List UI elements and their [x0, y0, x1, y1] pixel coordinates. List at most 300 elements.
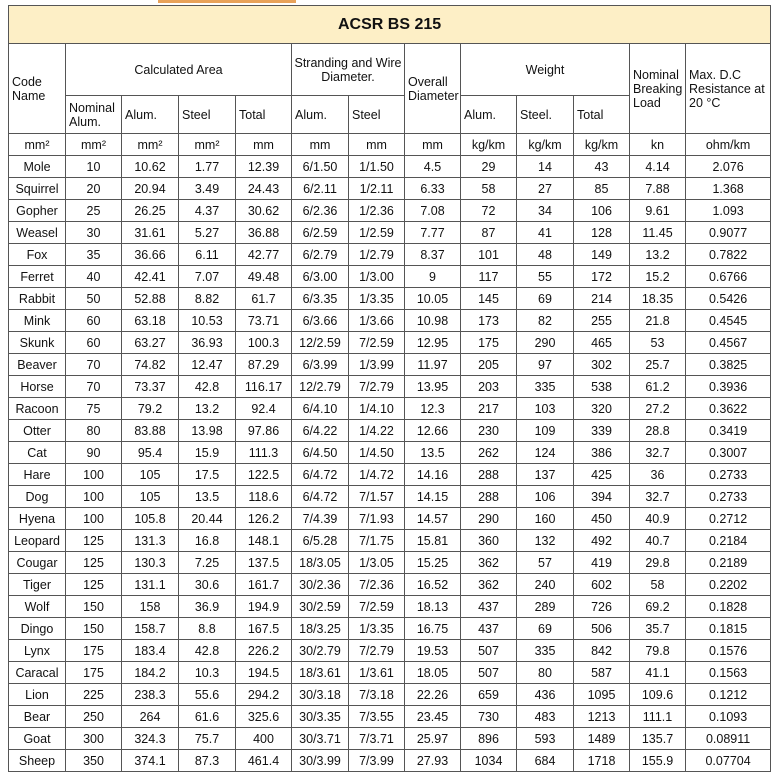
table-cell: 42.41 — [122, 266, 179, 288]
table-cell: 300 — [66, 728, 122, 750]
table-cell: 205 — [461, 354, 517, 376]
table-cell: 53 — [630, 332, 686, 354]
table-cell: 13.5 — [179, 486, 236, 508]
table-cell: 12.47 — [179, 354, 236, 376]
table-cell: 726 — [574, 596, 630, 618]
table-cell: 40.9 — [630, 508, 686, 530]
table-cell: 7/1.75 — [349, 530, 405, 552]
table-cell: 6/4.72 — [292, 464, 349, 486]
table-cell: 194.5 — [236, 662, 292, 684]
table-cell: 16.52 — [405, 574, 461, 596]
table-cell: 302 — [574, 354, 630, 376]
table-cell: 6/2.36 — [292, 200, 349, 222]
header-area-alum: Alum. — [122, 96, 179, 134]
table-cell: 400 — [236, 728, 292, 750]
table-cell: 0.1576 — [686, 640, 771, 662]
table-cell: 10.53 — [179, 310, 236, 332]
code-name-cell: Rabbit — [9, 288, 66, 310]
header-weight-alum: Alum. — [461, 96, 517, 134]
table-cell: 6/4.10 — [292, 398, 349, 420]
unit-cell: mm — [236, 134, 292, 156]
table-row — [9, 596, 771, 618]
table-cell: 36.93 — [179, 332, 236, 354]
table-cell: 30/3.99 — [292, 750, 349, 772]
table-cell: 264 — [122, 706, 179, 728]
table-cell: 145 — [461, 288, 517, 310]
table-cell: 160 — [517, 508, 574, 530]
table-cell: 437 — [461, 618, 517, 640]
table-cell: 83.88 — [122, 420, 179, 442]
table-cell: 289 — [517, 596, 574, 618]
table-cell: 61.2 — [630, 376, 686, 398]
table-cell: 75.7 — [179, 728, 236, 750]
unit-cell: kn — [630, 134, 686, 156]
header-area-steel: Steel — [179, 96, 236, 134]
table-row — [9, 310, 771, 332]
header-strand-steel: Steel — [349, 96, 405, 134]
table-cell: 17.5 — [179, 464, 236, 486]
table-cell: 97 — [517, 354, 574, 376]
table-cell: 60 — [66, 310, 122, 332]
table-cell: 0.5426 — [686, 288, 771, 310]
code-name-cell: Wolf — [9, 596, 66, 618]
code-name-cell: Cat — [9, 442, 66, 464]
table-cell: 7.07 — [179, 266, 236, 288]
table-cell: 12/2.79 — [292, 376, 349, 398]
table-cell: 262 — [461, 442, 517, 464]
table-cell: 1/3.35 — [349, 288, 405, 310]
unit-cell: mm — [349, 134, 405, 156]
table-cell: 15.81 — [405, 530, 461, 552]
code-name-cell: Skunk — [9, 332, 66, 354]
table-cell: 72 — [461, 200, 517, 222]
table-cell: 7/3.18 — [349, 684, 405, 706]
table-cell: 58 — [461, 178, 517, 200]
table-cell: 111.3 — [236, 442, 292, 464]
table-cell: 13.2 — [630, 244, 686, 266]
table-cell: 175 — [66, 640, 122, 662]
table-cell: 4.14 — [630, 156, 686, 178]
table-cell: 0.2189 — [686, 552, 771, 574]
table-cell: 14.15 — [405, 486, 461, 508]
acsr-table — [8, 5, 771, 772]
table-cell: 117 — [461, 266, 517, 288]
code-name-cell: Sheep — [9, 750, 66, 772]
table-cell: 1489 — [574, 728, 630, 750]
table-cell: 203 — [461, 376, 517, 398]
header-nominal-alum: Nominal Alum. — [66, 96, 122, 134]
table-cell: 40 — [66, 266, 122, 288]
table-row — [9, 728, 771, 750]
table-cell: 126.2 — [236, 508, 292, 530]
top-accent-bar — [158, 0, 296, 3]
table-cell: 148.1 — [236, 530, 292, 552]
table-cell: 125 — [66, 574, 122, 596]
table-cell: 6.33 — [405, 178, 461, 200]
table-cell: 0.3622 — [686, 398, 771, 420]
table-row — [9, 376, 771, 398]
table-cell: 18.05 — [405, 662, 461, 684]
table-row — [9, 288, 771, 310]
table-cell: 7/2.79 — [349, 376, 405, 398]
table-cell: 465 — [574, 332, 630, 354]
unit-cell: mm — [405, 134, 461, 156]
table-cell: 35.7 — [630, 618, 686, 640]
table-cell: 27 — [517, 178, 574, 200]
table-cell: 20.94 — [122, 178, 179, 200]
table-cell: 255 — [574, 310, 630, 332]
table-cell: 30/2.59 — [292, 596, 349, 618]
table-cell: 587 — [574, 662, 630, 684]
table-cell: 109.6 — [630, 684, 686, 706]
table-cell: 10 — [66, 156, 122, 178]
table-cell: 105 — [122, 464, 179, 486]
table-cell: 6/2.11 — [292, 178, 349, 200]
table-cell: 6/3.35 — [292, 288, 349, 310]
table-cell: 507 — [461, 640, 517, 662]
table-cell: 30 — [66, 222, 122, 244]
table-cell: 131.1 — [122, 574, 179, 596]
table-cell: 9 — [405, 266, 461, 288]
table-cell: 0.2712 — [686, 508, 771, 530]
table-cell: 42.77 — [236, 244, 292, 266]
table-cell: 101 — [461, 244, 517, 266]
table-cell: 167.5 — [236, 618, 292, 640]
table-cell: 1/3.61 — [349, 662, 405, 684]
code-name-cell: Hare — [9, 464, 66, 486]
table-cell: 18/3.25 — [292, 618, 349, 640]
table-cell: 158 — [122, 596, 179, 618]
table-cell: 41 — [517, 222, 574, 244]
header-weight: Weight — [461, 44, 630, 96]
table-cell: 50 — [66, 288, 122, 310]
table-cell: 7.25 — [179, 552, 236, 574]
table-cell: 10.62 — [122, 156, 179, 178]
units-row — [9, 134, 771, 156]
table-cell: 30.62 — [236, 200, 292, 222]
table-cell: 1/3.35 — [349, 618, 405, 640]
table-cell: 12.39 — [236, 156, 292, 178]
table-cell: 7/1.57 — [349, 486, 405, 508]
table-cell: 61.6 — [179, 706, 236, 728]
table-cell: 172 — [574, 266, 630, 288]
code-name-cell: Beaver — [9, 354, 66, 376]
table-cell: 6/3.66 — [292, 310, 349, 332]
header-calculated-area: Calculated Area — [66, 44, 292, 96]
table-cell: 214 — [574, 288, 630, 310]
table-cell: 18/3.05 — [292, 552, 349, 574]
header-code-name: Code Name — [9, 44, 66, 134]
table-cell: 100 — [66, 508, 122, 530]
table-cell: 183.4 — [122, 640, 179, 662]
table-row — [9, 354, 771, 376]
table-cell: 461.4 — [236, 750, 292, 772]
table-cell: 29 — [461, 156, 517, 178]
unit-cell: mm² — [66, 134, 122, 156]
table-row — [9, 706, 771, 728]
table-cell: 1/3.00 — [349, 266, 405, 288]
table-cell: 0.1093 — [686, 706, 771, 728]
table-cell: 55 — [517, 266, 574, 288]
table-cell: 6/5.28 — [292, 530, 349, 552]
table-cell: 4.5 — [405, 156, 461, 178]
table-cell: 128 — [574, 222, 630, 244]
table-cell: 106 — [517, 486, 574, 508]
table-cell: 70 — [66, 354, 122, 376]
table-cell: 28.8 — [630, 420, 686, 442]
table-row — [9, 178, 771, 200]
table-cell: 35 — [66, 244, 122, 266]
table-row — [9, 662, 771, 684]
table-cell: 483 — [517, 706, 574, 728]
code-name-cell: Weasel — [9, 222, 66, 244]
table-cell: 97.86 — [236, 420, 292, 442]
table-cell: 6.11 — [179, 244, 236, 266]
table-cell: 1/4.72 — [349, 464, 405, 486]
table-cell: 6/4.22 — [292, 420, 349, 442]
table-cell: 335 — [517, 376, 574, 398]
table-cell: 92.4 — [236, 398, 292, 420]
table-cell: 288 — [461, 464, 517, 486]
table-cell: 1.368 — [686, 178, 771, 200]
table-cell: 135.7 — [630, 728, 686, 750]
table-cell: 100.3 — [236, 332, 292, 354]
table-cell: 6/4.50 — [292, 442, 349, 464]
table-cell: 659 — [461, 684, 517, 706]
code-name-cell: Dingo — [9, 618, 66, 640]
table-cell: 26.25 — [122, 200, 179, 222]
table-cell: 0.4567 — [686, 332, 771, 354]
table-cell: 226.2 — [236, 640, 292, 662]
table-cell: 0.3007 — [686, 442, 771, 464]
table-cell: 240 — [517, 574, 574, 596]
table-cell: 20.44 — [179, 508, 236, 530]
table-cell: 130.3 — [122, 552, 179, 574]
table-cell: 61.7 — [236, 288, 292, 310]
table-cell: 137 — [517, 464, 574, 486]
table-cell: 184.2 — [122, 662, 179, 684]
table-cell: 69 — [517, 618, 574, 640]
header-strand-alum: Alum. — [292, 96, 349, 134]
table-cell: 5.27 — [179, 222, 236, 244]
table-cell: 374.1 — [122, 750, 179, 772]
table-row — [9, 508, 771, 530]
table-cell: 75 — [66, 398, 122, 420]
table-cell: 350 — [66, 750, 122, 772]
code-name-cell: Otter — [9, 420, 66, 442]
table-cell: 82 — [517, 310, 574, 332]
table-cell: 6/3.99 — [292, 354, 349, 376]
table-row — [9, 750, 771, 772]
table-cell: 70 — [66, 376, 122, 398]
code-name-cell: Lion — [9, 684, 66, 706]
table-cell: 1/1.50 — [349, 156, 405, 178]
table-row — [9, 222, 771, 244]
table-cell: 7/1.93 — [349, 508, 405, 530]
unit-cell: mm — [292, 134, 349, 156]
table-cell: 106 — [574, 200, 630, 222]
table-cell: 7/2.59 — [349, 596, 405, 618]
table-cell: 111.1 — [630, 706, 686, 728]
table-cell: 250 — [66, 706, 122, 728]
table-row — [9, 398, 771, 420]
table-cell: 290 — [461, 508, 517, 530]
table-cell: 225 — [66, 684, 122, 706]
table-cell: 31.61 — [122, 222, 179, 244]
table-row — [9, 684, 771, 706]
table-cell: 507 — [461, 662, 517, 684]
table-cell: 79.8 — [630, 640, 686, 662]
table-cell: 1/3.66 — [349, 310, 405, 332]
header-area-total: Total — [236, 96, 292, 134]
table-cell: 0.08911 — [686, 728, 771, 750]
table-cell: 0.07704 — [686, 750, 771, 772]
table-cell: 11.45 — [630, 222, 686, 244]
table-row — [9, 486, 771, 508]
table-cell: 436 — [517, 684, 574, 706]
table-cell: 6/4.72 — [292, 486, 349, 508]
table-cell: 137.5 — [236, 552, 292, 574]
table-cell: 194.9 — [236, 596, 292, 618]
code-name-cell: Tiger — [9, 574, 66, 596]
table-cell: 7/3.99 — [349, 750, 405, 772]
table-cell: 437 — [461, 596, 517, 618]
table-cell: 122.5 — [236, 464, 292, 486]
table-cell: 7/4.39 — [292, 508, 349, 530]
unit-cell: kg/km — [461, 134, 517, 156]
table-cell: 230 — [461, 420, 517, 442]
table-cell: 87.29 — [236, 354, 292, 376]
table-cell: 1/3.05 — [349, 552, 405, 574]
code-name-cell: Goat — [9, 728, 66, 750]
table-cell: 29.8 — [630, 552, 686, 574]
table-cell: 3.49 — [179, 178, 236, 200]
code-name-cell: Ferret — [9, 266, 66, 288]
table-cell: 386 — [574, 442, 630, 464]
table-cell: 150 — [66, 596, 122, 618]
table-cell: 63.27 — [122, 332, 179, 354]
table-cell: 2.076 — [686, 156, 771, 178]
table-cell: 131.3 — [122, 530, 179, 552]
table-cell: 73.71 — [236, 310, 292, 332]
table-row — [9, 618, 771, 640]
table-cell: 43 — [574, 156, 630, 178]
table-cell: 538 — [574, 376, 630, 398]
table-cell: 10.3 — [179, 662, 236, 684]
table-cell: 324.3 — [122, 728, 179, 750]
table-cell: 109 — [517, 420, 574, 442]
table-cell: 0.1212 — [686, 684, 771, 706]
table-cell: 7/2.59 — [349, 332, 405, 354]
unit-cell: mm² — [122, 134, 179, 156]
table-cell: 6/2.79 — [292, 244, 349, 266]
table-cell: 42.8 — [179, 376, 236, 398]
table-cell: 12.3 — [405, 398, 461, 420]
header-resistance: Max. D.C Resistance at 20 °C — [686, 44, 771, 134]
table-cell: 125 — [66, 552, 122, 574]
code-name-cell: Mink — [9, 310, 66, 332]
table-cell: 40.7 — [630, 530, 686, 552]
table-cell: 0.2202 — [686, 574, 771, 596]
table-cell: 80 — [517, 662, 574, 684]
table-cell: 7.88 — [630, 178, 686, 200]
table-cell: 8.37 — [405, 244, 461, 266]
code-name-cell: Gopher — [9, 200, 66, 222]
table-cell: 57 — [517, 552, 574, 574]
table-cell: 12.95 — [405, 332, 461, 354]
table-cell: 32.7 — [630, 486, 686, 508]
table-cell: 13.2 — [179, 398, 236, 420]
table-cell: 175 — [66, 662, 122, 684]
table-cell: 1095 — [574, 684, 630, 706]
table-cell: 18.35 — [630, 288, 686, 310]
table-cell: 0.3825 — [686, 354, 771, 376]
table-cell: 80 — [66, 420, 122, 442]
table-cell: 22.26 — [405, 684, 461, 706]
table-cell: 842 — [574, 640, 630, 662]
table-cell: 9.61 — [630, 200, 686, 222]
table-cell: 15.2 — [630, 266, 686, 288]
table-cell: 7/3.71 — [349, 728, 405, 750]
table-row — [9, 420, 771, 442]
table-cell: 217 — [461, 398, 517, 420]
unit-cell: ohm/km — [686, 134, 771, 156]
table-cell: 14.57 — [405, 508, 461, 530]
table-cell: 0.7822 — [686, 244, 771, 266]
table-cell: 16.75 — [405, 618, 461, 640]
table-row — [9, 574, 771, 596]
table-cell: 158.7 — [122, 618, 179, 640]
table-cell: 149 — [574, 244, 630, 266]
table-cell: 0.3419 — [686, 420, 771, 442]
header-overall-diameter: Overall Diameter — [405, 44, 461, 134]
table-cell: 30/2.36 — [292, 574, 349, 596]
table-cell: 325.6 — [236, 706, 292, 728]
header-weight-total: Total — [574, 96, 630, 134]
table-cell: 105 — [122, 486, 179, 508]
table-cell: 161.7 — [236, 574, 292, 596]
table-cell: 6/2.59 — [292, 222, 349, 244]
table-cell: 896 — [461, 728, 517, 750]
table-cell: 492 — [574, 530, 630, 552]
table-cell: 0.6766 — [686, 266, 771, 288]
table-cell: 0.1828 — [686, 596, 771, 618]
table-cell: 1/2.59 — [349, 222, 405, 244]
table-cell: 30/2.79 — [292, 640, 349, 662]
table-cell: 7.77 — [405, 222, 461, 244]
table-cell: 41.1 — [630, 662, 686, 684]
unit-cell: mm² — [9, 134, 66, 156]
table-cell: 1/2.11 — [349, 178, 405, 200]
table-cell: 30/3.18 — [292, 684, 349, 706]
unit-cell: mm² — [179, 134, 236, 156]
table-cell: 69.2 — [630, 596, 686, 618]
table-cell: 36.66 — [122, 244, 179, 266]
table-cell: 12/2.59 — [292, 332, 349, 354]
table-row — [9, 464, 771, 486]
table-cell: 79.2 — [122, 398, 179, 420]
table-cell: 362 — [461, 574, 517, 596]
table-cell: 7/2.79 — [349, 640, 405, 662]
table-cell: 1034 — [461, 750, 517, 772]
table-cell: 15.9 — [179, 442, 236, 464]
table-cell: 1/4.50 — [349, 442, 405, 464]
table-cell: 49.48 — [236, 266, 292, 288]
table-cell: 294.2 — [236, 684, 292, 706]
table-cell: 124 — [517, 442, 574, 464]
table-cell: 58 — [630, 574, 686, 596]
table-cell: 21.8 — [630, 310, 686, 332]
